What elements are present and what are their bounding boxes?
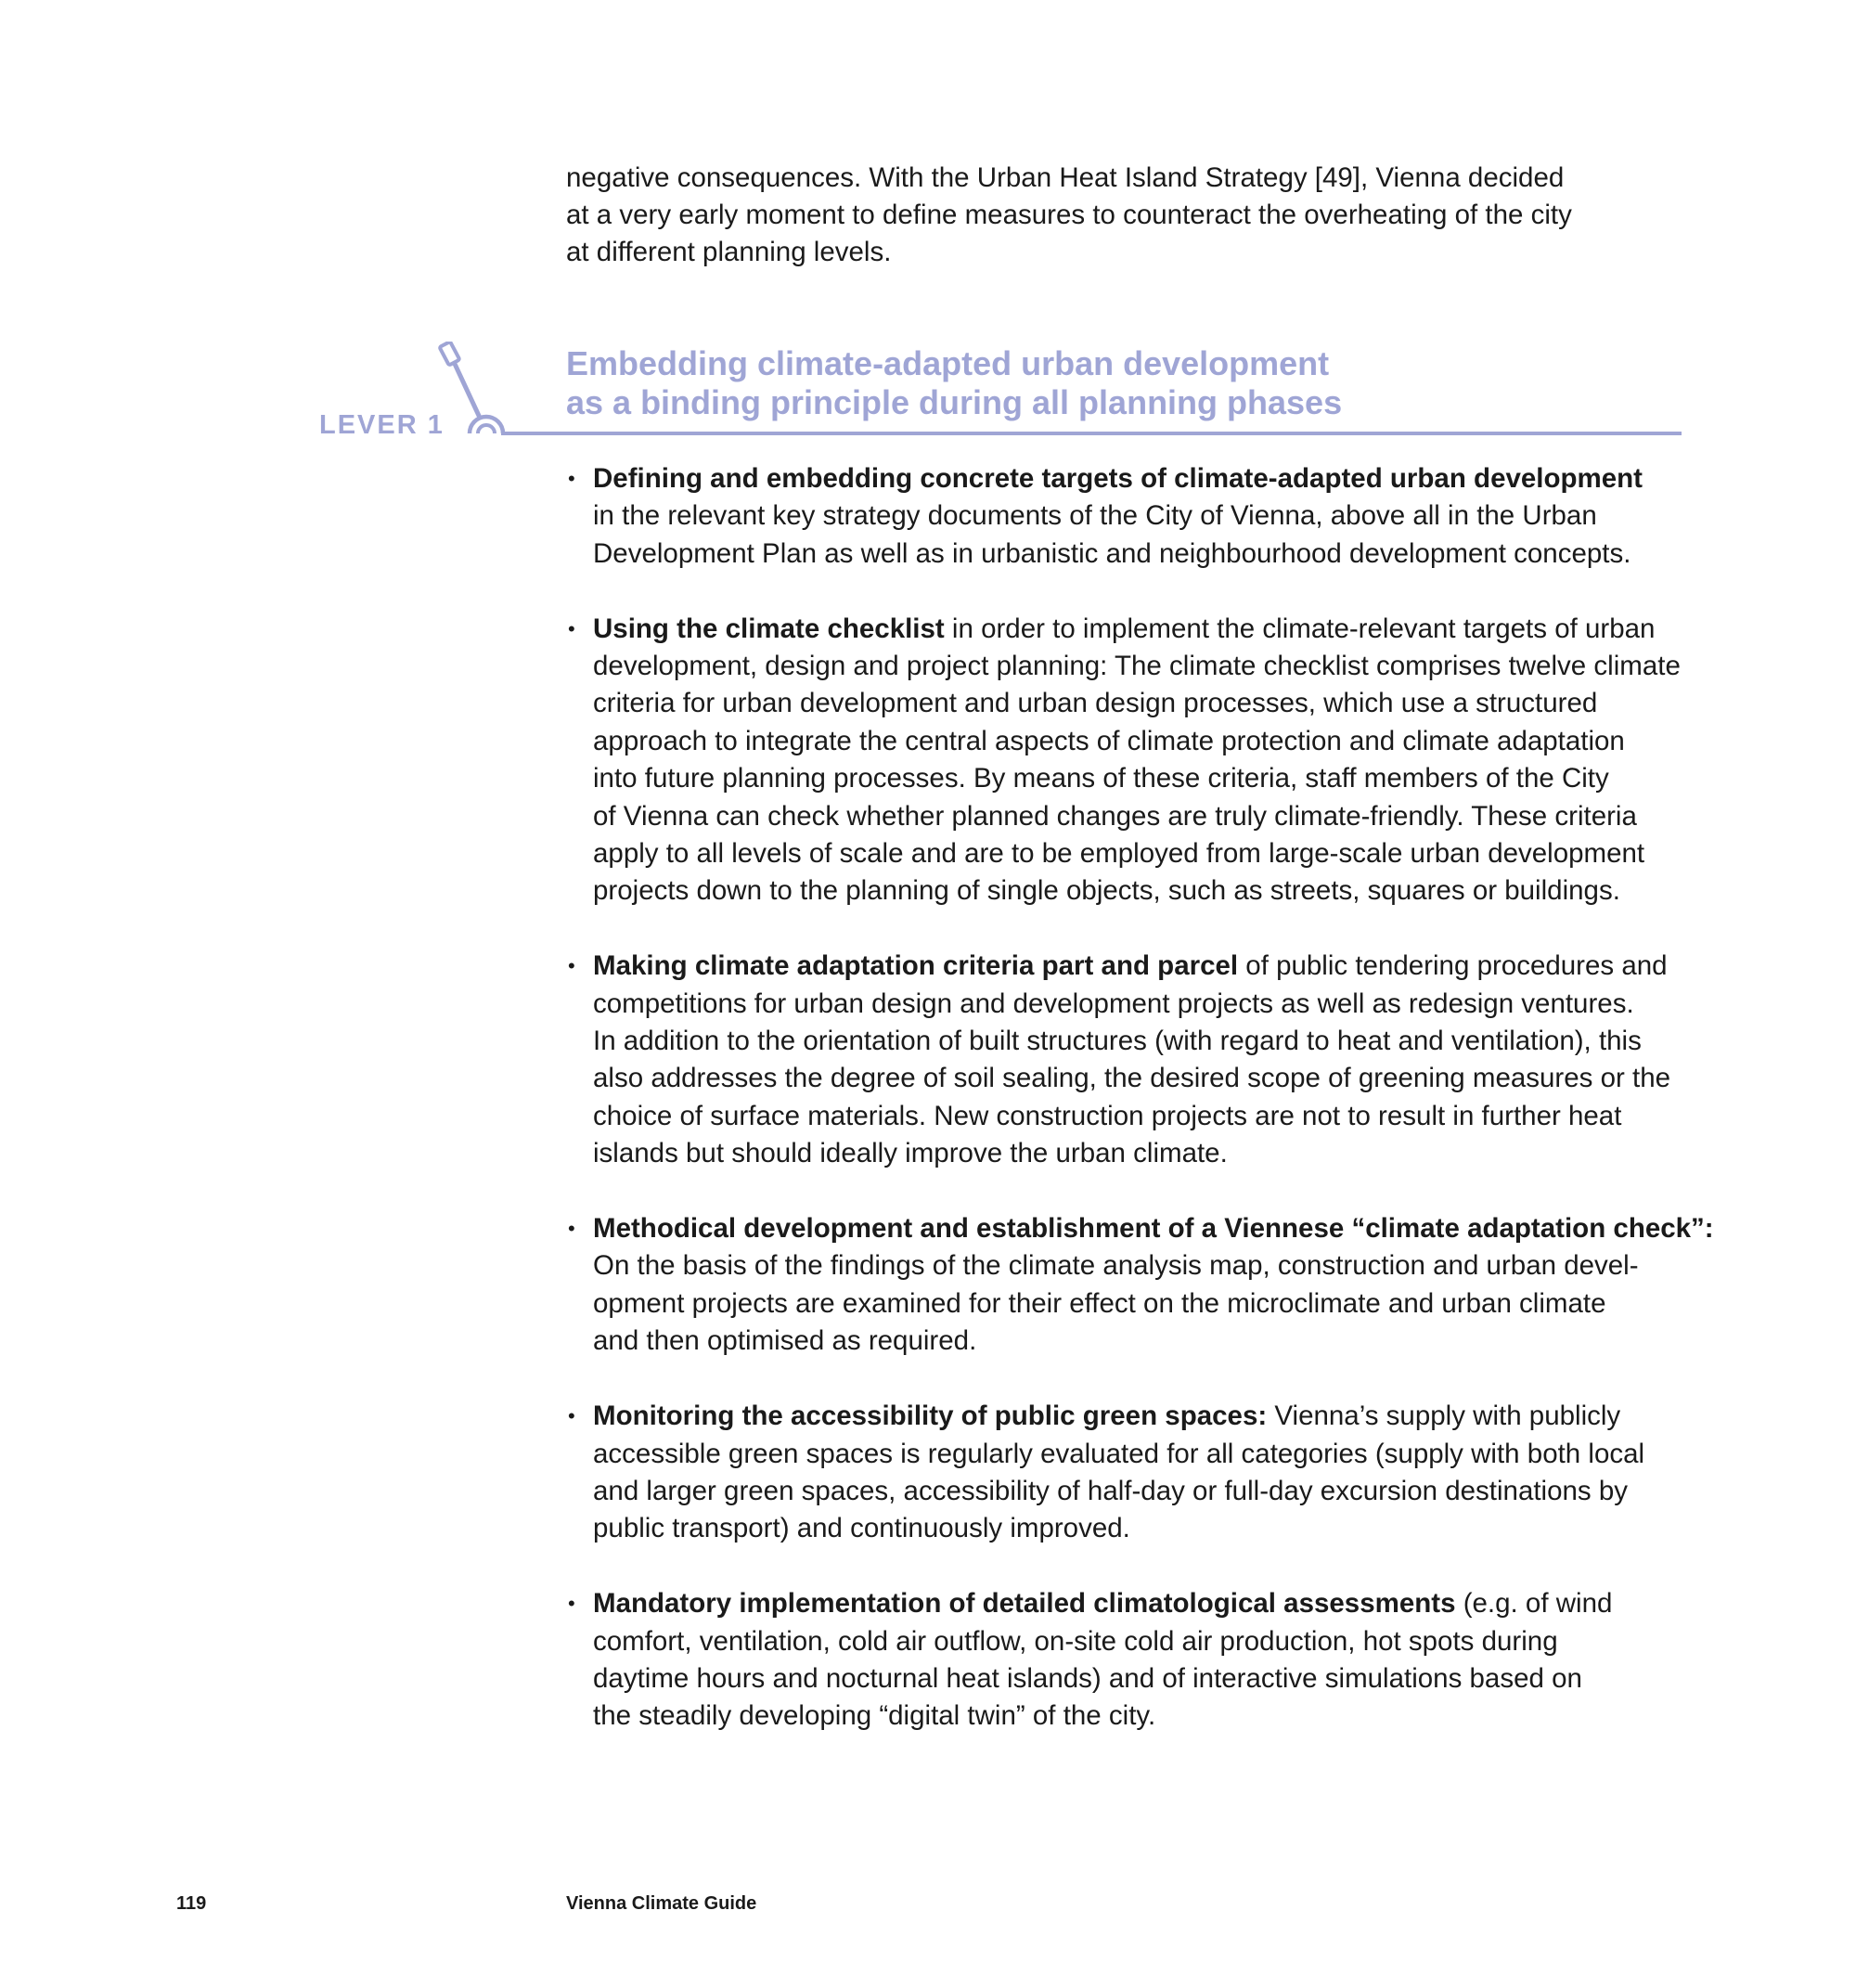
- bullet-heading: Monitoring the accessibility of public green spaces:: [593, 1401, 1268, 1432]
- bullet-icon: •: [568, 954, 575, 978]
- list-item: • Making climate adaptation criteria part and parcel of public tendering procedures and competitions for urban design and development projects as well as redesign ventures. In addition to the orientation of built structures (with regard to heat and ventilation), this also addresses the degree of soil sealing, the desired scope of greening measures or the choice of surface materials. New construction projects are not to result in further heat islands but should ideally improve the urban climate.: [566, 948, 1708, 1172]
- list-item: [566, 1210, 1714, 1361]
- lever-divider: [501, 432, 1682, 435]
- bullet-heading: Methodical development and establishment of a Viennese “climate adaptation check”:: [593, 1213, 1714, 1245]
- bullet-line: development, design and project planning: The climate checklist comprises twelve climate: [593, 651, 1681, 682]
- list-item: • Using the climate checklist in order to implement the climate-relevant targets of urban development, design and project planning: The climate checklist comprises twelve climate criteria for urban development and urban design processes, which use a structured approach to integrate the central aspects of climate protection and climate adaptation into future planning processes. By means of these criteria, staff members of the City of Vienna can check whether planned changes are truly climate-friendly. These criteria apply to all levels of scale and are to be employed from large-scale urban development projects down to the planning of single objects, such as streets, squares or buildings.: [566, 611, 1708, 910]
- bullet-line: comfort, ventilation, cold air outflow, on-site cold air production, hot spots during: [593, 1625, 1558, 1657]
- lever-title-line: as a binding principle during all planning phases: [566, 383, 1343, 421]
- bullet-line: islands but should ideally improve the urban climate.: [593, 1138, 1228, 1169]
- bullet-line: and larger green spaces, accessibility of half-day or full-day excursion destinations by: [593, 1475, 1629, 1506]
- bullet-line: Development Plan as well as in urbanistic and neighbourhood development concepts.: [593, 537, 1631, 569]
- bullet-line: criteria for urban development and urban design processes, which use a structured: [593, 688, 1598, 719]
- bullet-line: choice of surface materials. New construction projects are not to result in further heat: [593, 1100, 1622, 1131]
- bullet-icon: •: [568, 1404, 575, 1428]
- bullet-icon: •: [568, 1592, 575, 1616]
- bullet-line: opment projects are examined for their effect on the microclimate and urban climate: [593, 1287, 1606, 1319]
- bullet-heading: Defining and embedding concrete targets of climate-adapted urban development: [593, 463, 1643, 494]
- bullet-icon: •: [568, 467, 575, 490]
- intro-line: negative consequences. With the Urban Heat Island Strategy [49], Vienna decided: [566, 162, 1565, 193]
- bullet-heading: Mandatory implementation of detailed climatological assessments: [593, 1588, 1456, 1620]
- bullet-line: daytime hours and nocturnal heat islands) and of interactive simulations based on: [593, 1662, 1582, 1694]
- bullet-line: the steadily developing “digital twin” of the city.: [593, 1700, 1156, 1732]
- bullet-heading: Making climate adaptation criteria part and parcel: [593, 950, 1239, 982]
- list-item: [566, 460, 1708, 573]
- lever-label: LEVER 1: [319, 410, 445, 440]
- bullet-line: approach to integrate the central aspects of climate protection and climate adaptation: [593, 725, 1625, 756]
- bullet-heading: Using the climate checklist: [593, 613, 945, 644]
- bullet-line: competitions for urban design and development projects as well as redesign ventures.: [593, 988, 1634, 1019]
- lever-title: [566, 344, 1342, 422]
- bullet-line: apply to all levels of scale and are to be employed from large-scale urban development: [593, 838, 1645, 870]
- bullet-line: On the basis of the findings of the climate analysis map, construction and urban devel-: [593, 1250, 1639, 1282]
- bullet-line: also addresses the degree of soil sealing, the desired scope of greening measures or the: [593, 1063, 1671, 1094]
- lever-icon: [436, 342, 520, 439]
- lever-title-line: Embedding climate-adapted urban development: [566, 344, 1330, 382]
- bullet-line: in the relevant key strategy documents of the City of Vienna, above all in the Urban: [593, 500, 1597, 532]
- bullet-line: In addition to the orientation of built structures (with regard to heat and ventilation), this: [593, 1026, 1642, 1057]
- bullet-line: accessible green spaces is regularly evaluated for all categories (supply with both local: [593, 1438, 1645, 1469]
- bullet-line: of Vienna can check whether planned changes are truly climate-friendly. These criteria: [593, 800, 1637, 832]
- publication-title: Vienna Climate Guide: [566, 1893, 757, 1914]
- bullet-icon: •: [568, 616, 575, 640]
- bullet-line: into future planning processes. By means of these criteria, staff members of the City: [593, 763, 1609, 794]
- bullet-line: public transport) and continuously improved.: [593, 1513, 1130, 1544]
- measures-list: [566, 460, 1714, 1773]
- intro-line: at different planning levels.: [566, 237, 892, 267]
- page-number: 119: [176, 1893, 207, 1914]
- bullet-line: projects down to the planning of single objects, such as streets, squares or buildings.: [593, 875, 1620, 907]
- bullet-icon: •: [568, 1217, 575, 1241]
- intro-line: at a very early moment to define measures to counteract the overheating of the city: [566, 200, 1572, 230]
- list-item: • Monitoring the accessibility of public green spaces: Vienna’s supply with publicly accessible green spaces is regularly evaluated for all categories (supply with both local and larger green spaces, accessibility of half-day or full-day excursion destinations by public transport) and continuously improved.: [566, 1398, 1708, 1548]
- list-item: • Mandatory implementation of detailed climatological assessments (e.g. of wind comfort, ventilation, cold air outflow, on-site cold air production, hot spots during daytime hours and nocturnal heat islands) and of interactive simulations based on the steadily developing “digital twin” of the city.: [566, 1585, 1708, 1736]
- bullet-line: and then optimised as required.: [593, 1325, 977, 1357]
- intro-paragraph: [566, 160, 1698, 271]
